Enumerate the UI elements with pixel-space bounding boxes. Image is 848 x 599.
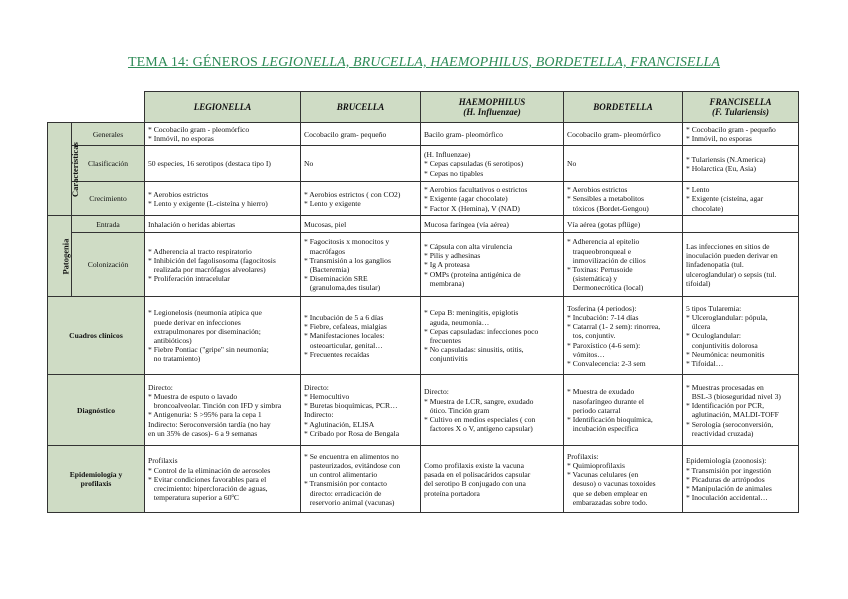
cell-generales-francisella: * Cocobacilo gram - pequeño * Inmóvil, no esporas (683, 123, 799, 146)
title-genera: LEGIONELLA, BRUCELLA, HAEMOPHILUS, BORDETELLA, FRANCISELLA (261, 55, 721, 70)
cell-clasificacion-legionella: 50 especies, 16 serotipos (destaca tipo I) (145, 146, 301, 182)
cell-diagnostico-francisella: * Muestras procesadas en BSL-3 (bioseguridad nivel 3) * Identificación por PCR, aglutinación, MALDI-TOFF * Serología (seroconversión, reactividad cruzada) (683, 375, 799, 446)
cell-cuadros-legionella: * Legionelosis (neumonía atípica que puede derivar en infecciones extrapulmonares por diseminación; antibióticos) * Fiebre Pontiac ("gripe" sin neumonía; no tratamiento) (145, 297, 301, 375)
label-generales: Generales (72, 123, 145, 146)
row-crecimiento (48, 182, 799, 216)
cell-clasificacion-haemophilus: (H. Influenzae) * Cepas capsuladas (6 serotipos) * Cepas no tipables (421, 146, 564, 182)
cell-epidemiologia-haemophilus: Como profilaxis existe la vacuna pasada en el polisacáridos capsular del serotipo B conjugado con una proteína portadora (421, 446, 564, 513)
cell-clasificacion-francisella: * Tulariensis (N.America) * Holarctica (Eu, Asia) (683, 146, 799, 182)
row-diagnostico (48, 375, 799, 446)
label-colonizacion: Colonización (72, 233, 145, 297)
cell-entrada-bordetella: Vía aérea (gotas pflüge) (564, 216, 683, 233)
cell-cuadros-haemophilus: * Cepa B: meningitis, epiglotis aguda, neumonía… * Cepas capsuladas: infecciones poco frecuentes * No capsuladas: sinusitis, otitis, conjuntivitis (421, 297, 564, 375)
row-epidemiologia (48, 446, 799, 513)
label-crecimiento: Crecimiento (72, 182, 145, 216)
row-entrada (48, 216, 799, 233)
cell-colonizacion-haemophilus: * Cápsula con alta virulencia * Pilis y adhesinas * Ig A proteasa * OMPs (proteína antigénica de membrana) (421, 233, 564, 297)
row-cuadros (48, 297, 799, 375)
cell-epidemiologia-legionella: Profilaxis * Control de la eliminación de aerosoles * Evitar condiciones favorables para el crecimiento: hipercloración de aguas, temperatura superior a 60ºC (145, 446, 301, 513)
cell-clasificacion-bordetella: No (564, 146, 683, 182)
label-epidemiologia: Epidemiología y profilaxis (48, 446, 145, 513)
col-brucella: BRUCELLA (301, 92, 421, 123)
corner-blank (48, 92, 145, 123)
cell-colonizacion-francisella: Las infecciones en sitios de inoculación pueden derivar en linfadenopatía (tul. ulceroglandular) o sepsis (tul. tifoidal) (683, 233, 799, 297)
cell-epidemiologia-bordetella: Profilaxis: * Quimioprofilaxis * Vacunas celulares (en desuso) o vacunas toxoides que se deben emplear en embarazadas sobre todo. (564, 446, 683, 513)
col-francisella: FRANCISELLA (F. Tulariensis) (683, 92, 799, 123)
cell-entrada-brucella: Mucosas, piel (301, 216, 421, 233)
row-generales (48, 123, 799, 146)
cell-crecimiento-bordetella: * Aerobios estrictos * Sensibles a metabolitos tóxicos (Bordet-Gengou) (564, 182, 683, 216)
cell-entrada-francisella (683, 216, 799, 233)
label-diagnostico: Diagnóstico (48, 375, 145, 446)
cell-colonizacion-brucella: * Fagocitosis x monocitos y macrófagos * Transmisión a los ganglios (Bacteremia) * Diseminación SRE (granuloma,des tisular) (301, 233, 421, 297)
cell-crecimiento-francisella: * Lento * Exigente (cisteína, agar chocolate) (683, 182, 799, 216)
col-bordetella: BORDETELLA (564, 92, 683, 123)
section-caracteristicas (48, 123, 80, 216)
cell-cuadros-francisella: 5 tipos Tularemia: * Ulceroglandular: pópula, úlcera * Oculoglandular: conjuntivitis dolorosa * Neumónica: neumonitis * Tifoidal… (683, 297, 799, 375)
cell-generales-legionella: * Cocobacilo gram - pleomórfico * Inmóvil, no esporas (145, 123, 301, 146)
cell-crecimiento-haemophilus: * Aerobios facultativos o estrictos * Exigente (agar chocolate) * Factor X (Hemina), V (NAD) (421, 182, 564, 216)
cell-generales-brucella: Cocobacilo gram- pequeño (301, 123, 421, 146)
cell-entrada-legionella: Inhalación o heridas abiertas (145, 216, 301, 233)
page-title (0, 55, 848, 71)
header-row (48, 92, 799, 123)
cell-colonizacion-bordetella: * Adherencia al epitelio traqueobronqueal e inmovilización de cilios * Toxinas: Pertusoide (sistemática) y Dermonecrótica (local) (564, 233, 683, 297)
row-clasificacion (48, 146, 799, 182)
title-prefix: TEMA 14: GÉNEROS (127, 55, 262, 70)
label-clasificacion: Clasificación (72, 146, 145, 182)
cell-cuadros-brucella: * Incubación de 5 a 6 días * Fiebre, cefaleas, mialgias * Manifestaciones locales: osteoarticular, genital… * Frecuentes recaídas (301, 297, 421, 375)
section-patogenia-label: Patogenia (60, 238, 71, 275)
cell-diagnostico-bordetella: * Muestra de exudado nasofaríngeo durante el periodo catarral * Identificación bioquímica, incubación específica (564, 375, 683, 446)
cell-cuadros-bordetella: Tosferina (4 periodos): * Incubación: 7-14 días * Catarral (1- 2 sem): rinorrea, tos, conjuntiv. * Paroxístico (4-6 sem): vómitos… * Convalecencia: 2-3 sem (564, 297, 683, 375)
cell-crecimiento-legionella: * Aerobios estrictos * Lento y exigente (L-cisteína y hierro) (145, 182, 301, 216)
col-legionella: LEGIONELLA (145, 92, 301, 123)
label-cuadros: Cuadros clínicos (48, 297, 145, 375)
cell-diagnostico-brucella: Directo: * Hemocultivo * Buretas bioquímicas, PCR… Indirecto: * Aglutinación, ELISA * Cribado por Rosa de Bengala (301, 375, 421, 446)
cell-generales-bordetella: Cocobacilo gram- pleomórfico (564, 123, 683, 146)
cell-epidemiologia-brucella: * Se encuentra en alimentos no pasteurizados, evitándose con un control alimentario * Transmisión por contacto directo: erradicación de reservorio animal (vacunas) (301, 446, 421, 513)
cell-diagnostico-legionella: Directo: * Muestra de esputo o lavado broncoalveolar. Tinción con IFD y simbra * Antigenuria: S >95% para la cepa 1 Indirecto: Seroconversión tardía (no hay en un 35% de casos)- 6 a 9 semanas (145, 375, 301, 446)
section-patogenia (48, 216, 72, 297)
row-colonizacion (48, 233, 799, 297)
cell-clasificacion-brucella: No (301, 146, 421, 182)
cell-colonizacion-legionella: * Adherencia al tracto respiratorio * Inhibición del fagolisosoma (fagocitosis realizada por macrófagos alveolares) * Proliferación intracelular (145, 233, 301, 297)
cell-epidemiologia-francisella: Epidemiología (zoonosis): * Transmisión por ingestión * Picaduras de artrópodos * Manipulación de animales * Inoculación accidental… (683, 446, 799, 513)
section-caracteristicas-label: Características (69, 141, 80, 197)
cell-diagnostico-haemophilus: Directo: * Muestra de LCR, sangre, exudado ótico. Tinción gram * Cultivo en medios especiales ( con factores X o V, antígeno capsular) (421, 375, 564, 446)
genera-table (47, 91, 799, 513)
cell-crecimiento-brucella: * Aerobios estrictos ( con CO2) * Lento y exigente (301, 182, 421, 216)
cell-entrada-haemophilus: Mucosa faríngea (vía aérea) (421, 216, 564, 233)
col-haemophilus: HAEMOPHILUS (H. Influenzae) (421, 92, 564, 123)
label-entrada: Entrada (72, 216, 145, 233)
cell-generales-haemophilus: Bacilo gram- pleomórfico (421, 123, 564, 146)
